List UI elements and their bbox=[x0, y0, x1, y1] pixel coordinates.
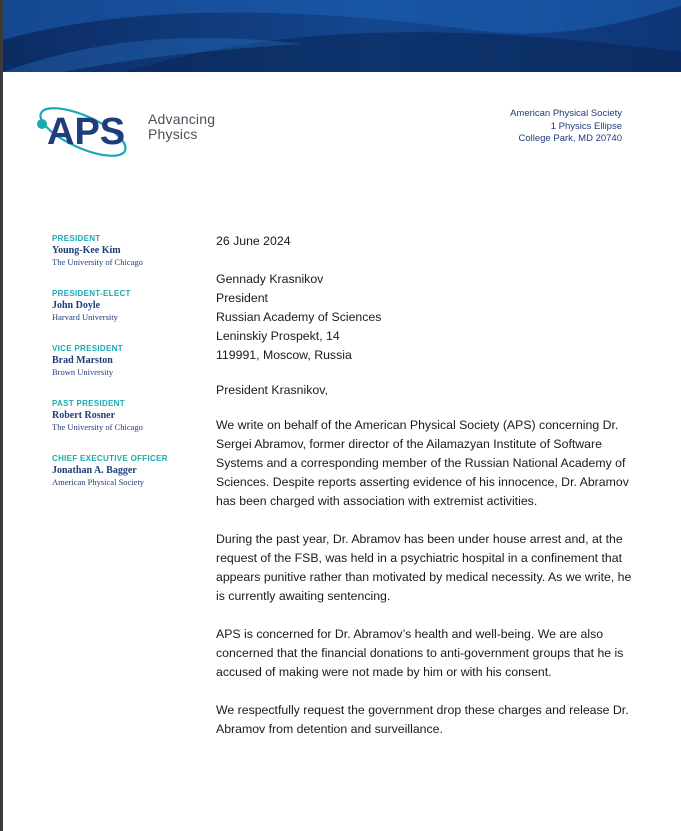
paragraph-4: We respectfully request the government drop these charges and release Dr. Abramov from detention and surveillance. bbox=[216, 703, 629, 736]
officer-past-president bbox=[52, 398, 202, 433]
officer-title: PAST PRESIDENT bbox=[52, 399, 125, 408]
officer-ceo bbox=[52, 453, 202, 488]
address-line-3: College Park, MD 20740 bbox=[518, 133, 622, 144]
officer-title: CHIEF EXECUTIVE OFFICER bbox=[52, 454, 168, 463]
logo-tagline-line1: Advancing bbox=[148, 111, 216, 127]
officer-vice-president bbox=[52, 343, 202, 378]
aps-orbit-icon bbox=[33, 104, 145, 168]
officer-president bbox=[52, 233, 202, 268]
recipient-org: Russian Academy of Sciences bbox=[216, 310, 382, 324]
letter-page bbox=[3, 0, 681, 831]
paragraph-2: During the past year, Dr. Abramov has been under house arrest and, at the request of the FSB, was held in a psychiatric hospital in a confinement that appears punitive rather than motivated by medical necessity. As we write, he is currently awaiting sentencing. bbox=[216, 532, 632, 603]
officer-title: PRESIDENT-ELECT bbox=[52, 289, 131, 298]
officer-affiliation: The University of Chicago bbox=[52, 422, 143, 432]
logo-mark-text: APS bbox=[47, 111, 126, 153]
officers-list bbox=[52, 233, 202, 508]
recipient-name: Gennady Krasnikov bbox=[216, 272, 324, 286]
letter-date: 26 June 2024 bbox=[216, 234, 291, 248]
recipient-city: 119991, Moscow, Russia bbox=[216, 348, 352, 362]
recipient-street: Leninskiy Prospekt, 14 bbox=[216, 329, 340, 343]
aps-logo bbox=[33, 104, 233, 174]
paragraph-3: APS is concerned for Dr. Abramov’s health and well-being. We are also concerned that the financial donations to anti-government groups that he is accused of making were not made by him or with his consent. bbox=[216, 627, 624, 679]
logo-tagline bbox=[148, 112, 215, 142]
officer-affiliation: Brown University bbox=[52, 367, 114, 377]
address-line-2: 1 Physics Ellipse bbox=[550, 120, 622, 132]
officer-affiliation: The University of Chicago bbox=[52, 257, 143, 267]
paragraph-1: We write on behalf of the American Physical Society (APS) concerning Dr. Sergei Abramov, former director of the Ailamazyan Institute of Software Systems and a corresponding member of the Russian National Academy of Sciences. Despite reports asserting evidence of his innocence, Dr. Abramov has been charged with association with extremist activities. bbox=[216, 418, 629, 508]
officer-affiliation: American Physical Society bbox=[52, 477, 145, 487]
officer-president-elect bbox=[52, 288, 202, 323]
letter-body bbox=[216, 232, 636, 739]
logo-tagline-line2: Physics bbox=[148, 126, 198, 142]
header-banner bbox=[3, 0, 681, 72]
officer-title: VICE PRESIDENT bbox=[52, 344, 123, 353]
address-line-1: American Physical Society bbox=[510, 108, 622, 119]
salutation: President Krasnikov, bbox=[216, 383, 328, 397]
officer-name: Robert Rosner bbox=[52, 410, 116, 421]
officer-name: Jonathan A. Bagger bbox=[52, 465, 137, 476]
officer-name: Brad Marston bbox=[52, 355, 113, 366]
society-address bbox=[510, 108, 622, 146]
officer-affiliation: Harvard University bbox=[52, 312, 118, 322]
officer-title: PRESIDENT bbox=[52, 234, 101, 243]
officer-name: John Doyle bbox=[52, 300, 101, 311]
officer-name: Young-Kee Kim bbox=[52, 245, 121, 256]
recipient-title: President bbox=[216, 291, 268, 305]
